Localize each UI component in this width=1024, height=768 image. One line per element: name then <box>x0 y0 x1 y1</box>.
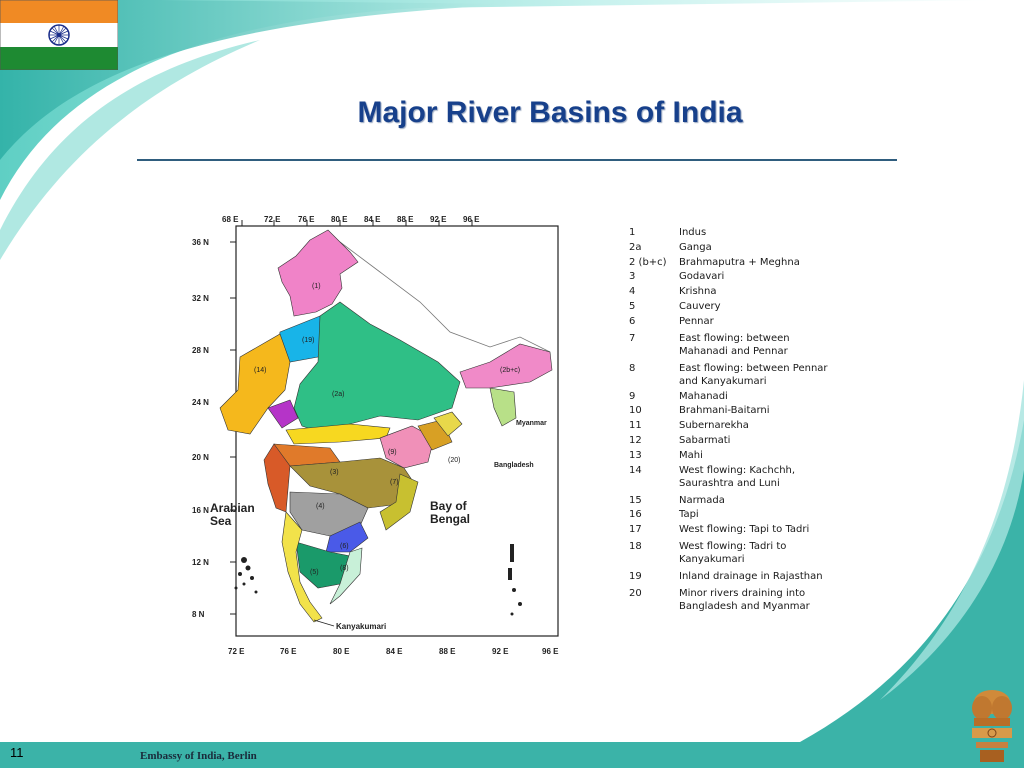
legend-basin-name: Godavari <box>679 271 725 283</box>
legend-row <box>629 241 859 254</box>
legend-row <box>629 523 859 536</box>
legend-number: 17 <box>629 524 642 536</box>
legend-row <box>629 315 859 328</box>
legend-basin-name: Subernarekha <box>679 420 749 432</box>
legend-basin-name: Mahanadi <box>679 390 728 402</box>
legend-number: 7 <box>629 332 636 344</box>
axis-left-label: 36 N <box>192 238 209 247</box>
legend-number: 5 <box>629 300 636 312</box>
legend-row <box>629 464 859 490</box>
basin-number: (2b+c) <box>500 367 521 374</box>
legend-basin-name: Brahmaputra + Meghna <box>679 256 800 268</box>
legend-number: 19 <box>629 571 642 583</box>
legend-number: 10 <box>629 405 642 417</box>
legend-basin-name: Brahmani-Baitarni <box>679 405 770 417</box>
legend-basin-name: West flowing: Tapi to Tadri <box>679 524 810 536</box>
legend-row <box>629 362 859 388</box>
basin-number: (8) <box>340 565 349 572</box>
legend-row <box>629 540 859 566</box>
indian-flag-icon <box>0 0 118 70</box>
legend-row <box>629 300 859 313</box>
legend-number: 2a <box>629 241 642 253</box>
legend-row <box>629 226 859 239</box>
basin-number: (2a) <box>332 391 345 398</box>
axis-left-label: 24 N <box>192 398 209 407</box>
axis-top-label: 84 E <box>364 215 381 224</box>
legend-row <box>629 587 859 613</box>
legend-row <box>629 419 859 432</box>
legend-number: 20 <box>629 588 642 600</box>
basin-number: (3) <box>330 469 339 476</box>
legend-basin-name: Ganga <box>679 241 712 253</box>
legend-basin-name: Krishna <box>679 286 717 298</box>
axis-left-label: 16 N <box>192 506 209 515</box>
legend-number: 11 <box>629 420 642 432</box>
legend-row <box>629 285 859 298</box>
axis-top-label: 68 E <box>222 215 239 224</box>
legend-row <box>629 570 859 583</box>
legend-number: 4 <box>629 286 636 298</box>
legend-basin-name: Narmada <box>679 494 725 506</box>
axis-bottom-label: 88 E <box>439 647 456 656</box>
axis-top-label: 80 E <box>331 215 348 224</box>
title-divider <box>137 159 897 161</box>
legend-number: 14 <box>629 464 642 476</box>
national-emblem-icon <box>962 684 1022 768</box>
legend-basin-name: Inland drainage in Rajasthan <box>679 571 823 583</box>
legend-basin-name: Tapi <box>679 509 699 521</box>
legend-basin-name: Cauvery <box>679 300 721 312</box>
basin-number: (6) <box>340 543 349 550</box>
legend-number: 6 <box>629 315 636 327</box>
axis-bottom-label: 72 E <box>228 647 245 656</box>
basin-number: (1) <box>312 283 321 290</box>
legend-basin-name: Pennar <box>679 315 714 327</box>
legend-row <box>629 494 859 507</box>
legend-basin-name: Indus <box>679 227 707 238</box>
axis-left-label: 12 N <box>192 558 209 567</box>
legend-row <box>629 332 859 358</box>
axis-top-label: 72 E <box>264 215 281 224</box>
legend-number: 3 <box>629 271 636 283</box>
legend-number: 1 <box>629 227 636 238</box>
axis-top-label: 92 E <box>430 215 447 224</box>
legend-row <box>629 508 859 521</box>
legend-number: 15 <box>629 494 642 506</box>
axis-bottom-label: 76 E <box>280 647 297 656</box>
axis-left-label: 28 N <box>192 346 209 355</box>
axis-bottom-label: 84 E <box>386 647 403 656</box>
slide-title: Major River Basins of India <box>357 96 743 129</box>
legend-number: 13 <box>629 449 642 461</box>
axis-top-label: 88 E <box>397 215 414 224</box>
legend-basin-name: East flowing: between Pennar and Kanyakumari <box>679 362 828 387</box>
legend-row <box>629 270 859 283</box>
myanmar-label: Myanmar <box>516 420 547 427</box>
basin-number: (7) <box>390 479 399 486</box>
legend-row <box>629 434 859 447</box>
legend-basin-name: Sabarmati <box>679 434 731 446</box>
river-basin-map <box>190 212 564 658</box>
legend-number: 8 <box>629 362 636 374</box>
legend-row <box>629 390 859 403</box>
axis-left-label: 32 N <box>192 294 209 303</box>
bangladesh-label: Bangladesh <box>494 462 534 469</box>
basin-number: (14) <box>254 367 267 374</box>
legend-row <box>629 449 859 462</box>
kanyakumari-label: Kanyakumari <box>336 622 387 631</box>
axis-bottom-label: 92 E <box>492 647 509 656</box>
legend-number: 9 <box>629 390 636 402</box>
axis-top-label: 96 E <box>463 215 480 224</box>
basin-number: (5) <box>310 569 319 576</box>
legend-number: 16 <box>629 509 642 521</box>
basin-number: (20) <box>448 457 461 464</box>
legend-number: 12 <box>629 434 642 446</box>
basin-number: (19) <box>302 337 315 344</box>
legend-basin-name: Minor rivers draining into Bangladesh and Myanmar <box>679 588 810 613</box>
axis-top-label: 76 E <box>298 215 315 224</box>
arabian-sea-label: Arabian Sea <box>210 501 255 528</box>
axis-left-label: 20 N <box>192 453 209 462</box>
basin-legend <box>629 226 859 613</box>
page-number: 11 <box>10 745 24 760</box>
basin-number: (4) <box>316 503 325 510</box>
legend-basin-name: West flowing: Kachchh, Saurashtra and Luni <box>679 464 796 489</box>
axis-bottom-label: 80 E <box>333 647 350 656</box>
legend-basin-name: Mahi <box>679 449 703 461</box>
bay-of-bengal-label: Bay of Bengal <box>430 499 471 526</box>
legend-basin-name: West flowing: Tadri to Kanyakumari <box>679 541 787 566</box>
axis-left-label: 8 N <box>192 610 205 619</box>
axis-bottom-label: 96 E <box>542 647 559 656</box>
footer-text: Embassy of India, Berlin <box>140 750 257 762</box>
basin-number: (9) <box>388 449 397 456</box>
legend-row <box>629 256 859 269</box>
legend-row <box>629 404 859 417</box>
legend-number: 2 (b+c) <box>629 256 667 268</box>
legend-basin-name: East flowing: between Mahanadi and Pennar <box>679 332 790 357</box>
legend-number: 18 <box>629 541 642 553</box>
